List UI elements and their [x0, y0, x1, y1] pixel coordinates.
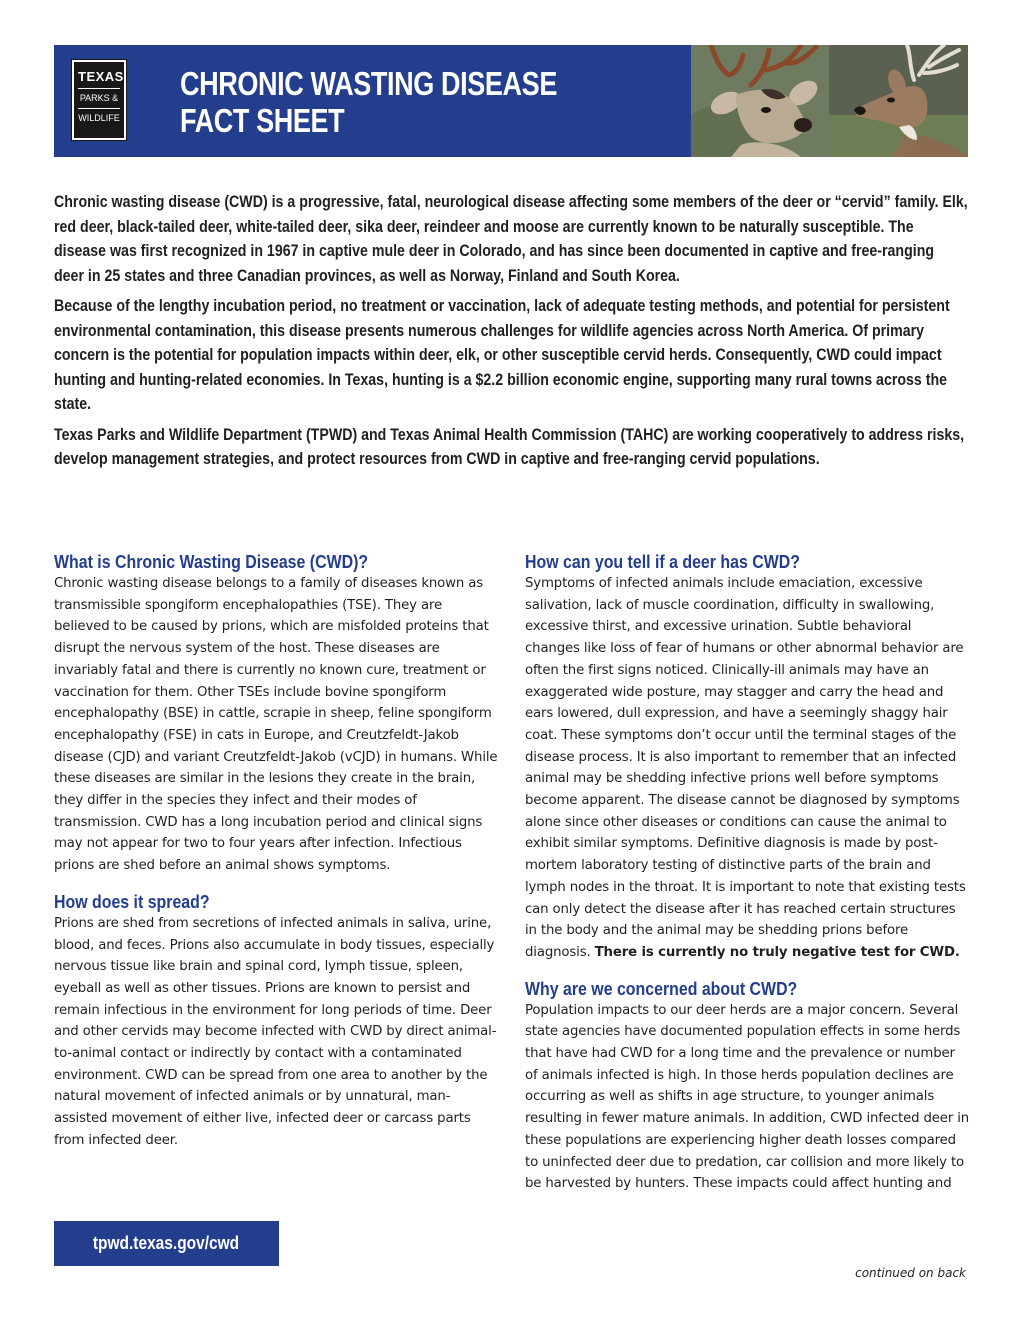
title-line-2: FACT SHEET [180, 102, 345, 139]
section-heading-how-tell: How can you tell if a deer has CWD? [525, 551, 800, 572]
title-line-1: CHRONIC WASTING DISEASE [180, 65, 557, 102]
page-title [180, 65, 557, 139]
continued-note: continued on back [855, 1266, 966, 1280]
header-photos [691, 45, 968, 157]
mule-deer-photo [691, 45, 831, 157]
tpwd-logo [72, 60, 126, 140]
section-heading-how-spread: How does it spread? [54, 890, 210, 912]
logo-texas: TEXAS [78, 70, 120, 89]
website-link[interactable] [54, 1221, 279, 1266]
section-body-how-tell [525, 573, 970, 964]
section-body-why-concerned: Population impacts to our deer herds are a major concern. Several state agencies have documented population effects in some herds that have had CWD for a long time and the prevalence or number of animals infected is high. In those herds population declines are occurring as well as shifts in age structure, to younger animals resulting in fewer mature animals. In addition, CWD infected deer in these populations are experiencing higher death losses compared to uninfected deer due to predation, car collision and more likely to be harvested by hunters. These impacts could affect hunting and [525, 1002, 970, 1192]
section-heading-why-concerned: Why are we concerned about CWD? [525, 977, 798, 999]
section-heading-what-is-cwd: What is Chronic Wasting Disease (CWD)? [54, 551, 369, 572]
website-url[interactable]: tpwd.texas.gov/cwd [93, 1233, 240, 1253]
white-tailed-deer-photo [829, 45, 968, 157]
intro-paragraph: Because of the lengthy incubation period, no treatment or vaccination, lack of adequate testing methods, and potential for persistent environmental contamination, this disease presents numerous challenges for wildlife agencies across North America. Of primary concern is the potential for population impacts within deer, elk, or other susceptible cervid herds. Consequently, CWD could impact hunting and hunting-related economies. In Texas, hunting is a $2.2 billion economic engine, supporting many rural towns across the state. [54, 297, 950, 413]
intro-paragraph: Texas Parks and Wildlife Department (TPWD) and Texas Animal Health Commission (TAHC) are working cooperatively to address risks, develop management strategies, and protect resources from CWD in captive and free-ranging cervid populations. [54, 425, 965, 468]
logo-wildlife: WILDLIFE [78, 113, 120, 123]
section-body-emphasis: There is currently no truly negative test for CWD. [594, 944, 960, 960]
section-body-text: Symptoms of infected animals include emaciation, excessive salivation, lack of muscle coordination, difficulty in swallowing, excessive thirst, and excessive urination. Subtle behavioral changes like loss of fear of humans or other abnormal behavior are often the first signs noticed. Clinically-ill animals may have an exaggerated wide posture, may stagger and carry the head and ears lowered, dull expression, and have a seemingly shaggy hair coat. These symptoms don’t occur until the terminal stages of the disease process. It is also important to remember that an infected animal may be shedding infective prions well before symptoms become apparent. The disease cannot be diagnosed by symptoms alone since other diseases or conditions can cause the animal to exhibit similar symptoms. Definitive diagnosis is made by post-mortem laboratory testing of distinctive parts of the brain and lymph nodes in the throat. It is important to note that existing tests can only detect the disease after it has reached certain structures in the body and the animal may be shedding prions before diagnosis. [525, 576, 966, 960]
header-banner [54, 45, 968, 157]
left-column [54, 551, 499, 1166]
intro-paragraph: Chronic wasting disease (CWD) is a progressive, fatal, neurological disease affecting some members of the deer or “cervid” family. Elk, red deer, black-tailed deer, white-tailed deer, sika deer, reindeer and moose are currently known to be naturally susceptible. The disease was first recognized in 1967 in captive mule deer in Colorado, and has since been documented in captive and free-ranging deer in 25 states and three Canadian provinces, as well as Norway, Finland and South Korea. [54, 193, 968, 285]
intro-text [54, 190, 970, 478]
logo-parks: PARKS & [78, 93, 120, 109]
section-body-how-spread: Prions are shed from secretions of infected animals in saliva, urine, blood, and feces. Prions also accumulate in body tissues, especially nervous tissue like brain and spinal cord, lymph tissue, spleen, eyeball as well as other tissues. Prions are known to persist and remain infectious in the environment for long periods of time. Deer and other cervids may become infected with CWD by direct animal-to-animal contact or indirectly by contact with a contaminated environment. CWD can be spread from one area to another by the natural movement of infected animals or by unnatural, man-assisted movement of either live, infected deer or carcass parts from infected deer. [54, 915, 497, 1148]
section-body-what-is-cwd: Chronic wasting disease belongs to a family of diseases known as transmissible spongiform encephalopathies (TSE). They are believed to be caused by prions, which are misfolded proteins that disrupt the nervous system of the host. These diseases are invariably fatal and there is currently no known cure, treatment or vaccination for them. Other TSEs include bovine spongiform encephalopathy (BSE) in cattle, scrapie in sheep, feline spongiform encephalopathy (FSE) in cats in Europe, and Creutzfeldt-Jakob disease (CJD) and variant Creutzfeldt-Jakob (vCJD) in humans. While these diseases are similar in the lesions they create in the brain, they differ in the species they infect and their modes of transmission. CWD has a long incubation period and clinical signs may not appear for two to four years after infection. Infectious prions are shed before an animal shows symptoms. [54, 576, 498, 874]
right-column [525, 551, 970, 1209]
